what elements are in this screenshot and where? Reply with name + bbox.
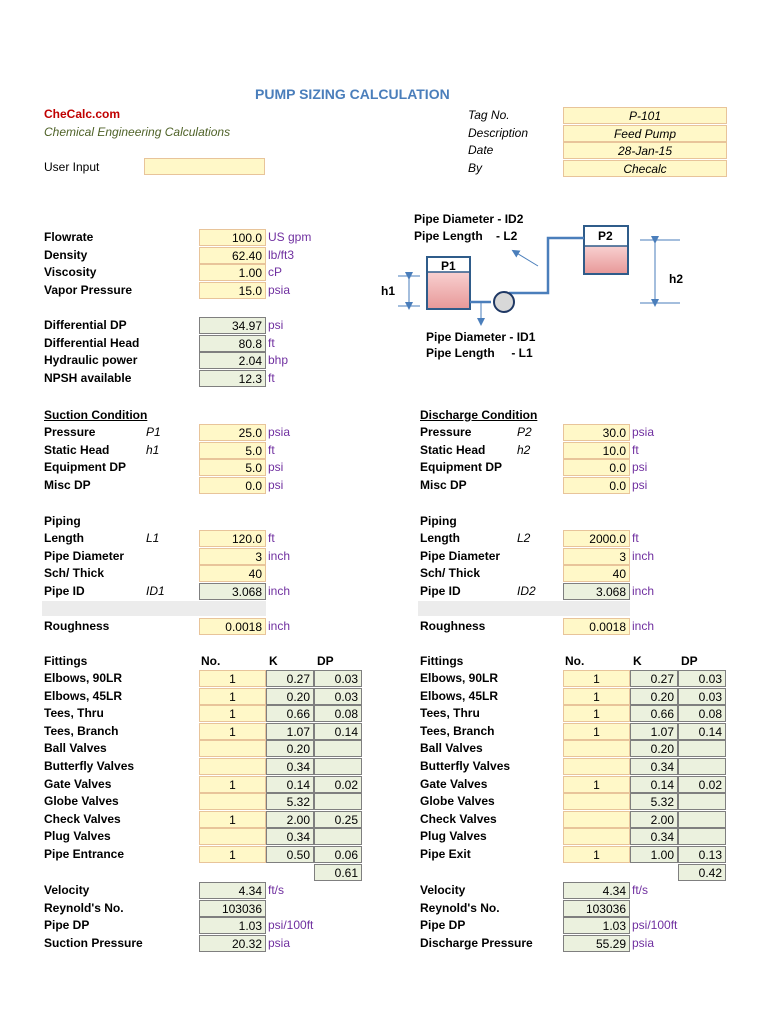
fitting-name: Pipe Exit bbox=[420, 847, 471, 861]
row-symbol: L2 bbox=[517, 531, 531, 545]
row-value[interactable]: 0.0 bbox=[563, 459, 630, 476]
row-unit: psia bbox=[632, 935, 655, 950]
row-value[interactable]: 5.0 bbox=[199, 442, 266, 459]
row-label: Viscosity bbox=[44, 265, 97, 280]
row-unit: US gpm bbox=[268, 230, 312, 244]
row-label: Vapor Pressure bbox=[44, 282, 133, 297]
row-symbol: h1 bbox=[146, 442, 160, 457]
fitting-count[interactable]: 1 bbox=[199, 670, 266, 687]
row-value: 55.29 bbox=[563, 935, 630, 952]
fitting-dp bbox=[678, 828, 726, 845]
l1-label: Pipe Length - L1 bbox=[426, 346, 533, 360]
fitting-dp: 0.03 bbox=[678, 688, 726, 705]
fitting-dp bbox=[314, 793, 362, 810]
fitting-dp bbox=[678, 758, 726, 775]
row-unit: ft/s bbox=[632, 883, 649, 897]
row-value: 1.03 bbox=[199, 917, 266, 934]
fitting-name: Gate Valves bbox=[420, 776, 488, 791]
fitting-dp bbox=[314, 740, 362, 757]
piping-heading: Piping bbox=[44, 514, 81, 528]
row-unit: psi bbox=[268, 318, 284, 332]
row-value[interactable]: 0.0 bbox=[563, 477, 630, 494]
row-value: 2.04 bbox=[199, 352, 266, 369]
fitting-k: 2.00 bbox=[630, 811, 678, 828]
row-label: Sch/ Thick bbox=[44, 566, 105, 581]
fittings-heading: Fittings bbox=[420, 654, 464, 668]
user-input-label: User Input bbox=[44, 160, 100, 174]
row-value: 4.34 bbox=[563, 882, 630, 899]
row-label: Suction Pressure bbox=[44, 935, 143, 950]
row-value[interactable]: 62.40 bbox=[199, 247, 266, 264]
fitting-k: 0.20 bbox=[266, 688, 314, 705]
fitting-count[interactable] bbox=[199, 793, 266, 810]
roughness-value[interactable]: 0.0018 bbox=[199, 618, 266, 635]
separator-band bbox=[42, 601, 266, 616]
fitting-k: 1.07 bbox=[266, 723, 314, 740]
info-value[interactable]: Feed Pump bbox=[563, 125, 727, 142]
fitting-dp bbox=[678, 793, 726, 810]
row-value[interactable]: 25.0 bbox=[199, 424, 266, 441]
fitting-dp: 0.14 bbox=[678, 723, 726, 740]
row-label: Equipment DP bbox=[44, 460, 127, 475]
row-label: Misc DP bbox=[420, 477, 467, 492]
fitting-k: 0.14 bbox=[266, 776, 314, 793]
fitting-name: Globe Valves bbox=[44, 794, 119, 809]
row-symbol: L1 bbox=[146, 531, 160, 545]
info-label: By bbox=[468, 160, 483, 175]
row-label: Pipe ID bbox=[420, 583, 461, 598]
fitting-k: 0.34 bbox=[266, 758, 314, 775]
row-value[interactable]: 100.0 bbox=[199, 229, 266, 246]
row-value[interactable]: 5.0 bbox=[199, 459, 266, 476]
fitting-dp bbox=[314, 758, 362, 775]
fitting-name: Butterfly Valves bbox=[44, 759, 135, 773]
h2-label: h2 bbox=[669, 272, 684, 286]
row-label: Reynold's No. bbox=[420, 900, 500, 915]
p1-label: P1 bbox=[441, 259, 456, 273]
row-value: 3.068 bbox=[563, 583, 630, 600]
fitting-dp: 0.03 bbox=[314, 688, 362, 705]
l2-label: Pipe Length - L2 bbox=[414, 229, 518, 243]
row-unit: ft bbox=[632, 531, 639, 545]
row-value: 3.068 bbox=[199, 583, 266, 600]
p2-label: P2 bbox=[598, 229, 613, 243]
fitting-k: 2.00 bbox=[266, 811, 314, 828]
fitting-name: Tees, Branch bbox=[420, 723, 495, 738]
row-value: 103036 bbox=[563, 900, 630, 917]
row-label: Hydraulic power bbox=[44, 353, 138, 368]
row-label: Length bbox=[44, 531, 84, 545]
fitting-name: Elbows, 90LR bbox=[44, 671, 123, 685]
fitting-k: 0.20 bbox=[630, 740, 678, 757]
row-unit: ft bbox=[268, 370, 275, 385]
info-value[interactable]: P-101 bbox=[563, 107, 727, 124]
roughness-unit: inch bbox=[268, 619, 291, 633]
row-label: Pressure bbox=[420, 425, 472, 439]
row-unit: psi bbox=[632, 477, 648, 492]
row-value[interactable]: 40 bbox=[563, 565, 630, 582]
section-heading: Discharge Condition bbox=[420, 408, 538, 422]
row-label: Flowrate bbox=[44, 230, 94, 244]
fitting-name: Elbows, 90LR bbox=[420, 671, 499, 685]
row-value: 1.03 bbox=[563, 917, 630, 934]
fitting-k: 0.27 bbox=[630, 670, 678, 687]
fitting-name: Globe Valves bbox=[420, 794, 495, 809]
fitting-k: 1.07 bbox=[630, 723, 678, 740]
row-label: Equipment DP bbox=[420, 460, 503, 475]
fitting-k: 0.27 bbox=[266, 670, 314, 687]
roughness-unit: inch bbox=[632, 619, 655, 633]
fitting-k: 0.34 bbox=[630, 758, 678, 775]
row-unit: psi bbox=[268, 460, 284, 475]
fitting-count[interactable]: 1 bbox=[563, 705, 630, 722]
row-value[interactable]: 3 bbox=[199, 548, 266, 565]
fitting-k: 0.66 bbox=[266, 705, 314, 722]
col-no: No. bbox=[201, 654, 221, 668]
row-label: Pipe Diameter bbox=[420, 548, 501, 563]
row-value[interactable]: 40 bbox=[199, 565, 266, 582]
row-label: NPSH available bbox=[44, 370, 132, 385]
info-label: Date bbox=[468, 143, 494, 158]
info-label: Description bbox=[468, 125, 529, 140]
row-unit: psia bbox=[268, 425, 291, 439]
col-k: K bbox=[633, 654, 642, 668]
row-unit: ft bbox=[632, 442, 639, 457]
row-label: Static Head bbox=[44, 442, 110, 457]
separator-band bbox=[418, 601, 630, 616]
info-value[interactable]: 28-Jan-15 bbox=[563, 142, 727, 159]
fitting-name: Pipe Entrance bbox=[44, 847, 125, 861]
row-label: Differential Head bbox=[44, 335, 140, 350]
row-unit: inch bbox=[632, 548, 655, 563]
row-unit: cP bbox=[268, 265, 283, 280]
fitting-count[interactable] bbox=[563, 740, 630, 757]
row-value[interactable]: 30.0 bbox=[563, 424, 630, 441]
fitting-name: Tees, Thru bbox=[44, 706, 104, 721]
row-symbol: P2 bbox=[517, 425, 532, 439]
fitting-name: Check Valves bbox=[44, 811, 121, 826]
row-unit: psi bbox=[632, 460, 648, 475]
fitting-k: 0.20 bbox=[630, 688, 678, 705]
row-unit: ft/s bbox=[268, 883, 285, 897]
row-label: Static Head bbox=[420, 442, 486, 457]
fitting-name: Tees, Thru bbox=[420, 706, 480, 721]
fitting-k: 0.34 bbox=[266, 828, 314, 845]
fitting-dp: 0.14 bbox=[314, 723, 362, 740]
fittings-total: 0.61 bbox=[314, 864, 362, 881]
fitting-k: 5.32 bbox=[266, 793, 314, 810]
fitting-count[interactable] bbox=[563, 811, 630, 828]
col-k: K bbox=[269, 654, 278, 668]
row-label: Sch/ Thick bbox=[420, 566, 481, 581]
row-symbol: P1 bbox=[146, 425, 161, 439]
pipe-lines bbox=[470, 238, 584, 302]
row-unit: lb/ft3 bbox=[268, 247, 295, 262]
fitting-name: Gate Valves bbox=[44, 776, 112, 791]
fitting-name: Tees, Branch bbox=[44, 723, 119, 738]
fitting-dp: 0.08 bbox=[314, 705, 362, 722]
id1-label: Pipe Diameter - ID1 bbox=[426, 330, 536, 344]
roughness-label: Roughness bbox=[44, 619, 110, 633]
fitting-count[interactable]: 1 bbox=[563, 846, 630, 863]
fitting-count[interactable] bbox=[563, 758, 630, 775]
fitting-name: Elbows, 45LR bbox=[44, 688, 123, 703]
fitting-dp: 0.13 bbox=[678, 846, 726, 863]
fitting-count[interactable]: 1 bbox=[199, 688, 266, 705]
fitting-k: 5.32 bbox=[630, 793, 678, 810]
row-label: Pipe ID bbox=[44, 583, 85, 598]
row-unit: inch bbox=[268, 548, 291, 563]
fitting-k: 0.20 bbox=[266, 740, 314, 757]
fitting-name: Plug Valves bbox=[44, 829, 111, 844]
fitting-dp: 0.02 bbox=[314, 776, 362, 793]
col-dp: DP bbox=[317, 654, 334, 668]
fitting-k: 0.34 bbox=[630, 828, 678, 845]
piping-heading: Piping bbox=[420, 514, 457, 528]
row-unit: psi/100ft bbox=[632, 918, 678, 933]
fitting-count[interactable] bbox=[199, 828, 266, 845]
row-unit: ft bbox=[268, 531, 275, 545]
row-label: Discharge Pressure bbox=[420, 935, 533, 950]
row-label: Differential DP bbox=[44, 318, 127, 332]
row-value: 4.34 bbox=[199, 882, 266, 899]
fitting-name: Plug Valves bbox=[420, 829, 487, 844]
row-label: Misc DP bbox=[44, 477, 91, 492]
row-value[interactable]: 120.0 bbox=[199, 530, 266, 547]
fitting-count[interactable]: 1 bbox=[563, 688, 630, 705]
info-label: Tag No. bbox=[468, 108, 510, 122]
fitting-dp: 0.03 bbox=[678, 670, 726, 687]
fitting-count[interactable]: 1 bbox=[199, 811, 266, 828]
row-unit: inch bbox=[268, 583, 291, 598]
fitting-name: Ball Valves bbox=[420, 741, 483, 756]
roughness-label: Roughness bbox=[420, 619, 486, 633]
fitting-dp bbox=[678, 740, 726, 757]
row-value[interactable]: 15.0 bbox=[199, 282, 266, 299]
row-symbol: ID1 bbox=[146, 583, 165, 598]
fitting-dp: 0.06 bbox=[314, 846, 362, 863]
row-value: 103036 bbox=[199, 900, 266, 917]
col-dp: DP bbox=[681, 654, 698, 668]
row-unit: psia bbox=[268, 935, 291, 950]
fitting-k: 0.66 bbox=[630, 705, 678, 722]
row-value: 80.8 bbox=[199, 335, 266, 352]
row-label: Pipe Diameter bbox=[44, 548, 125, 563]
fitting-count[interactable] bbox=[563, 828, 630, 845]
fitting-count[interactable]: 1 bbox=[199, 705, 266, 722]
fitting-dp: 0.25 bbox=[314, 811, 362, 828]
fitting-name: Ball Valves bbox=[44, 741, 107, 756]
row-unit: bhp bbox=[268, 353, 289, 368]
row-unit: ft bbox=[268, 335, 275, 350]
fitting-count[interactable] bbox=[199, 740, 266, 757]
h1-label: h1 bbox=[381, 284, 396, 298]
info-value[interactable]: Checalc bbox=[563, 160, 727, 177]
fitting-dp bbox=[678, 811, 726, 828]
row-unit: ft bbox=[268, 442, 275, 457]
row-unit: inch bbox=[632, 583, 655, 598]
row-label: Reynold's No. bbox=[44, 900, 124, 915]
section-heading: Suction Condition bbox=[44, 408, 148, 422]
roughness-value[interactable]: 0.0018 bbox=[563, 618, 630, 635]
row-unit: psia bbox=[632, 425, 655, 439]
row-label: Velocity bbox=[44, 883, 90, 897]
fitting-dp: 0.08 bbox=[678, 705, 726, 722]
id2-label: Pipe Diameter - ID2 bbox=[414, 212, 524, 226]
row-label: Density bbox=[44, 247, 88, 262]
row-label: Pipe DP bbox=[44, 918, 90, 933]
fitting-count[interactable]: 1 bbox=[563, 776, 630, 793]
row-label: Pressure bbox=[44, 425, 96, 439]
fitting-dp: 0.02 bbox=[678, 776, 726, 793]
row-label: Velocity bbox=[420, 883, 466, 897]
fitting-name: Check Valves bbox=[420, 811, 497, 826]
page-title: PUMP SIZING CALCULATION bbox=[255, 86, 450, 102]
row-value[interactable]: 10.0 bbox=[563, 442, 630, 459]
fitting-k: 0.50 bbox=[266, 846, 314, 863]
col-no: No. bbox=[565, 654, 585, 668]
subtitle: Chemical Engineering Calculations bbox=[44, 125, 231, 139]
fittings-heading: Fittings bbox=[44, 654, 88, 668]
row-symbol: ID2 bbox=[517, 583, 536, 598]
row-unit: psi/100ft bbox=[268, 918, 314, 933]
fitting-count[interactable] bbox=[563, 793, 630, 810]
row-symbol: h2 bbox=[517, 442, 531, 457]
row-label: Pipe DP bbox=[420, 918, 466, 933]
fitting-dp: 0.03 bbox=[314, 670, 362, 687]
row-value[interactable]: 1.00 bbox=[199, 264, 266, 281]
fitting-count[interactable]: 1 bbox=[199, 776, 266, 793]
fitting-k: 1.00 bbox=[630, 846, 678, 863]
fitting-name: Elbows, 45LR bbox=[420, 688, 499, 703]
fitting-count[interactable]: 1 bbox=[563, 670, 630, 687]
row-value: 20.32 bbox=[199, 935, 266, 952]
fitting-name: Butterfly Valves bbox=[420, 759, 511, 773]
row-label: Length bbox=[420, 531, 460, 545]
fitting-dp bbox=[314, 828, 362, 845]
row-value[interactable]: 0.0 bbox=[199, 477, 266, 494]
fitting-count[interactable]: 1 bbox=[199, 723, 266, 740]
fitting-k: 0.14 bbox=[630, 776, 678, 793]
row-value: 12.3 bbox=[199, 370, 266, 387]
row-value: 34.97 bbox=[199, 317, 266, 334]
pump-icon bbox=[494, 292, 514, 312]
fitting-count[interactable]: 1 bbox=[199, 846, 266, 863]
row-unit: psia bbox=[268, 282, 291, 297]
fitting-count[interactable] bbox=[199, 758, 266, 775]
brand-link[interactable]: CheCalc.com bbox=[44, 107, 121, 121]
row-value[interactable]: 3 bbox=[563, 548, 630, 565]
fittings-total: 0.42 bbox=[678, 864, 726, 881]
fitting-count[interactable]: 1 bbox=[563, 723, 630, 740]
row-unit: psi bbox=[268, 477, 284, 492]
row-value[interactable]: 2000.0 bbox=[563, 530, 630, 547]
